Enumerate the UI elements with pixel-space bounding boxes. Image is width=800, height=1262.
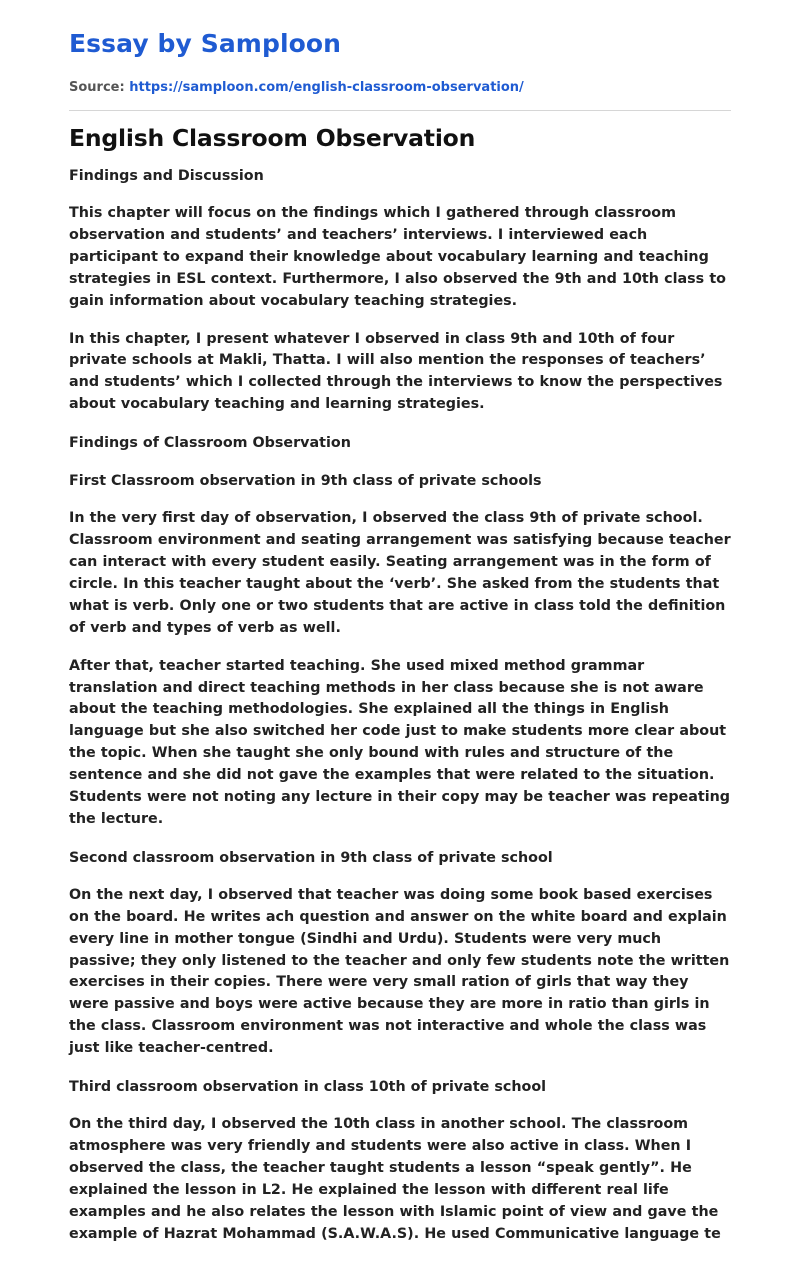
section-heading: First Classroom observation in 9th class of private schools [69,473,542,490]
article-body [69,165,731,1246]
paragraph: In the very first day of observation, I observed the class 9th of private school. Classroom environment and seating arrangement was satisfying because teacher can interact with every student easily. Seating arrangement was in the form of circle. In this teacher taught about the ‘verb’. She asked from the students that what is verb. Only one or two students that are active in class told the definition of verb and types of verb as well. [69,510,731,636]
paragraph: On the next day, I observed that teacher was doing some book based exercises on the board. He writes ach question and answer on the white board and explain every line in mother tongue (Sindhi and Urdu). Students were very much passive; they only listened to the teacher and only few students note the written exercises in their copies. There were very small ration of girls that way they were passive and boys were active because they are more in ratio than girls in the class. Classroom environment was not interactive and whole the class was just like teacher-centred. [69,886,730,1057]
paragraph: In this chapter, I present whatever I observed in class 9th and 10th of four private schools at Makli, Thatta. I will also mention the responses of teachers’ and students’ which I collected through the interviews to know the perspectives about vocabulary teaching and learning strategies. [69,330,723,413]
divider [69,110,731,111]
source-line [69,79,731,97]
article-title: English Classroom Observation [69,124,476,152]
paragraph: This chapter will focus on the findings which I gathered through classroom observation and students’ and teachers’ interviews. I interviewed each participant to expand their knowledge about vocabulary learning and teaching strategies in ESL context. Furthermore, I also observed the 9th and 10th class to gain information about vocabulary teaching strategies. [69,205,727,309]
section-heading: Third classroom observation in class 10th of private school [69,1079,547,1096]
essay-page [69,28,731,1262]
paragraph: After that, teacher started teaching. She used mixed method grammar translation and direct teaching methods in her class because she is not aware about the teaching methodologies. She explained all the things in English language but she also switched her code just to make students more clear about the topic. When she taught she only bound with rules and structure of the sentence and she did not gave the examples that were related to the situation. Students were not noting any lecture in their copy may be teacher was repeating the lecture. [69,657,731,827]
site-brand[interactable]: Essay by Samploon [69,29,342,58]
section-heading: Findings of Classroom Observation [69,435,351,452]
source-link[interactable]: https://samploon.com/english-classroom-observation/ [129,80,524,95]
paragraph: On the third day, I observed the 10th class in another school. The classroom atmosphere was very friendly and students were also active in class. When I observed the class, the teacher taught students a lesson “speak gently”. He explained the lesson in L2. He explained the lesson with different real life examples and he also relates the lesson with Islamic point of view and gave the example of Hazrat Mohammad (S.A.W.A.S). He used Communicative language te [69,1116,721,1242]
source-label: Source: [69,80,125,95]
section-heading: Findings and Discussion [69,168,264,184]
section-heading: Second classroom observation in 9th class of private school [69,849,553,866]
